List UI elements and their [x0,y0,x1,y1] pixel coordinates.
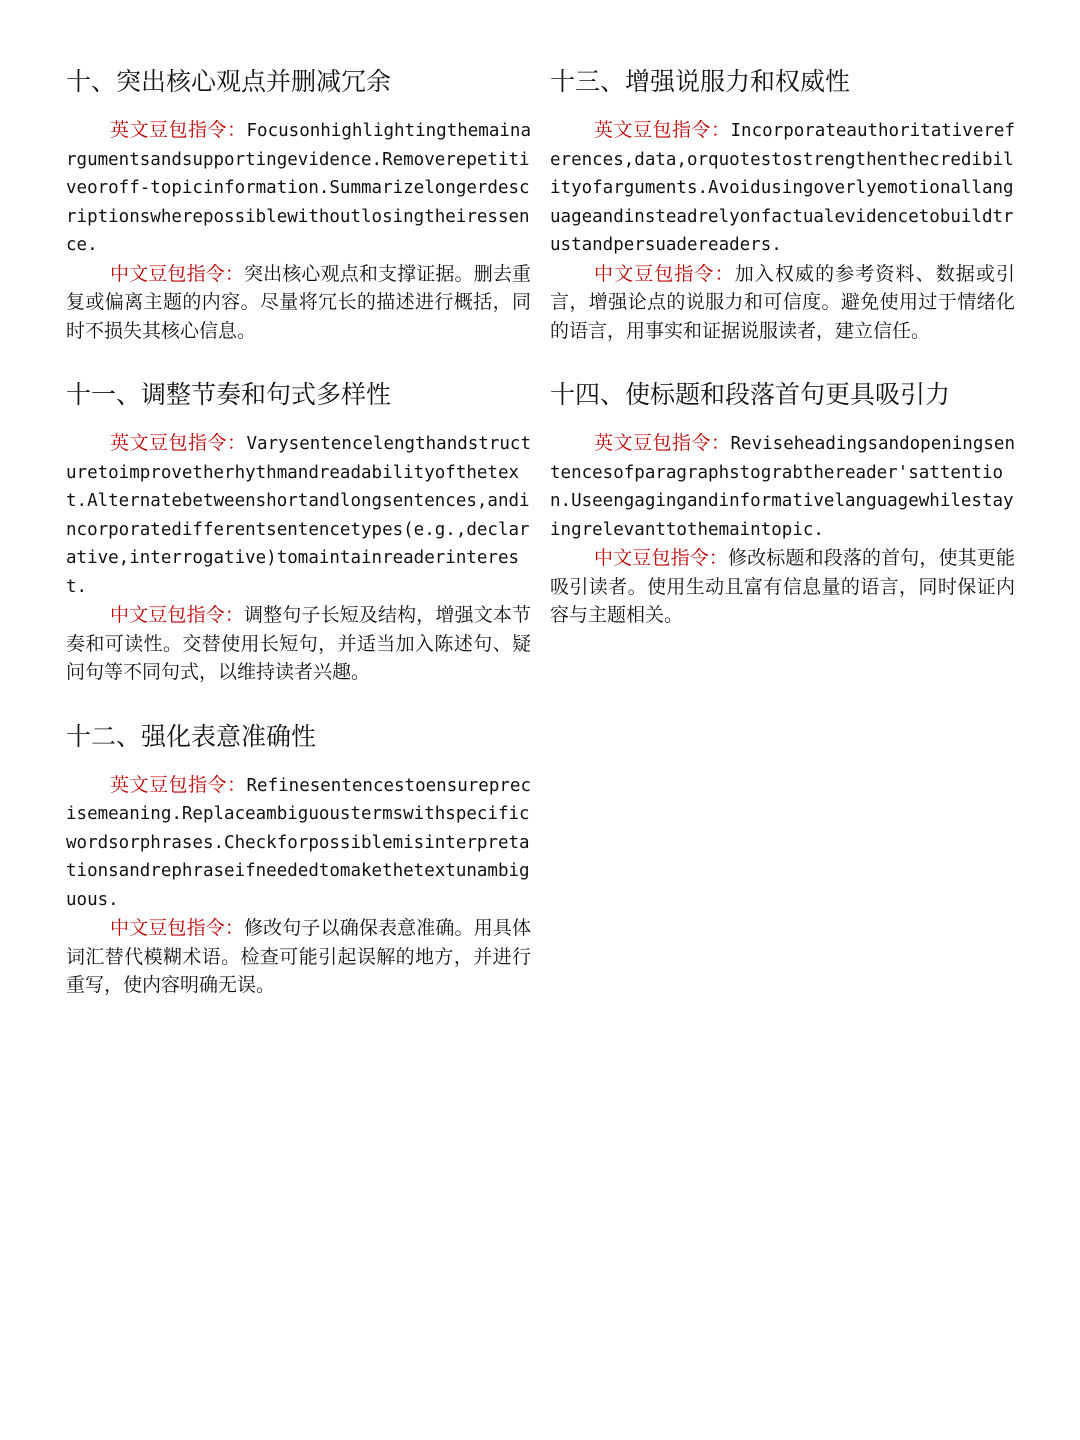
chinese-instruction-label: 中文豆包指令： [110,262,244,285]
english-instruction-label: 英文豆包指令： [110,773,247,796]
english-instruction [66,116,531,260]
english-instruction [66,429,531,601]
section-14 [550,375,1015,630]
english-instruction-text: Incorporateauthoritativereferences,data,orquotestostrengthenthecredibilityofarguments.Avoidusingoverlyemotionallanguageandinsteadrelyonfactualevidencetobuildtrustandpersuadereaders. [550,121,1015,255]
chinese-instruction-text: 加入权威的参考资料、数据或引言，增强论点的说服力和可信度。避免使用过于情绪化的语言，用事实和证据说服读者，建立信任。 [550,262,1015,342]
section-10 [66,62,531,345]
section-heading: 十二、强化表意准确性 [66,721,317,751]
left-column [66,62,531,1030]
section-heading: 十一、调整节奏和句式多样性 [66,380,392,409]
english-instruction-label: 英文豆包指令： [594,432,731,454]
chinese-instruction [66,601,531,687]
section-heading: 十三、增强说服力和权威性 [550,67,851,96]
english-instruction [66,771,531,915]
english-instruction-text: Varysentencelengthandstructuretoimprovetherhythmandreadabilityofthetext.Alternatebetweenshortandlongsentences,andincorporatedifferentsentencetypes(e.g.,declarative,interrogative)tomaintainreaderinterest. [66,434,531,597]
english-instruction-text: Reviseheadingsandopeningsentencesofparagraphstograbthereader'sattention.Useengagingandinformativelanguagewhilestayingrelevanttothemaintopic. [550,434,1015,540]
section-11 [66,375,531,687]
english-instruction-text: Focusonhighlightingthemainargumentsandsupportingevidence.Removerepetitiveoroff-topicinformation.Summarizelongerdescriptionswherepossiblewithoutlosingtheiressence. [66,121,531,255]
english-instruction [550,116,1015,260]
english-instruction-label: 英文豆包指令： [110,432,247,454]
chinese-instruction-label: 中文豆包指令： [110,604,244,626]
english-instruction [550,429,1015,544]
chinese-instruction [66,914,531,1000]
section-heading: 十、突出核心观点并删减冗余 [66,67,392,96]
english-instruction-label: 英文豆包指令： [110,119,247,141]
chinese-instruction [66,260,531,346]
chinese-instruction-text: 突出核心观点和支撑证据。删去重复或偏离主题的内容。尽量将冗长的描述进行概括，同时不损失其核心信息。 [66,262,531,342]
section-13 [550,62,1015,345]
section-heading: 十四、使标题和段落首句更具吸引力 [550,380,951,409]
chinese-instruction-text: 调整句子长短及结构，增强文本节奏和可读性。交替使用长短句，并适当加入陈述句、疑问句等不同句式，以维持读者兴趣。 [66,604,531,683]
chinese-instruction-label: 中文豆包指令： [110,917,244,939]
chinese-instruction [550,544,1015,630]
section-12 [66,717,531,1000]
chinese-instruction-label: 中文豆包指令： [594,262,735,285]
right-column [550,62,1015,660]
chinese-instruction [550,260,1015,346]
chinese-instruction-label: 中文豆包指令： [594,547,728,569]
english-instruction-text: Refinesentencestoensureprecisemeaning.Replaceambiguoustermswithspecificwordsorphrases.Checkforpossiblemisinterpretationsandrephraseifneededtomakethetextunambiguous. [66,775,531,910]
chinese-instruction-text: 修改句子以确保表意准确。用具体词汇替代模糊术语。检查可能引起误解的地方，并进行重写，使内容明确无误。 [66,917,531,996]
chinese-instruction-text: 修改标题和段落的首句，使其更能吸引读者。使用生动且富有信息量的语言，同时保证内容与主题相关。 [550,547,1015,626]
english-instruction-label: 英文豆包指令： [594,119,731,141]
